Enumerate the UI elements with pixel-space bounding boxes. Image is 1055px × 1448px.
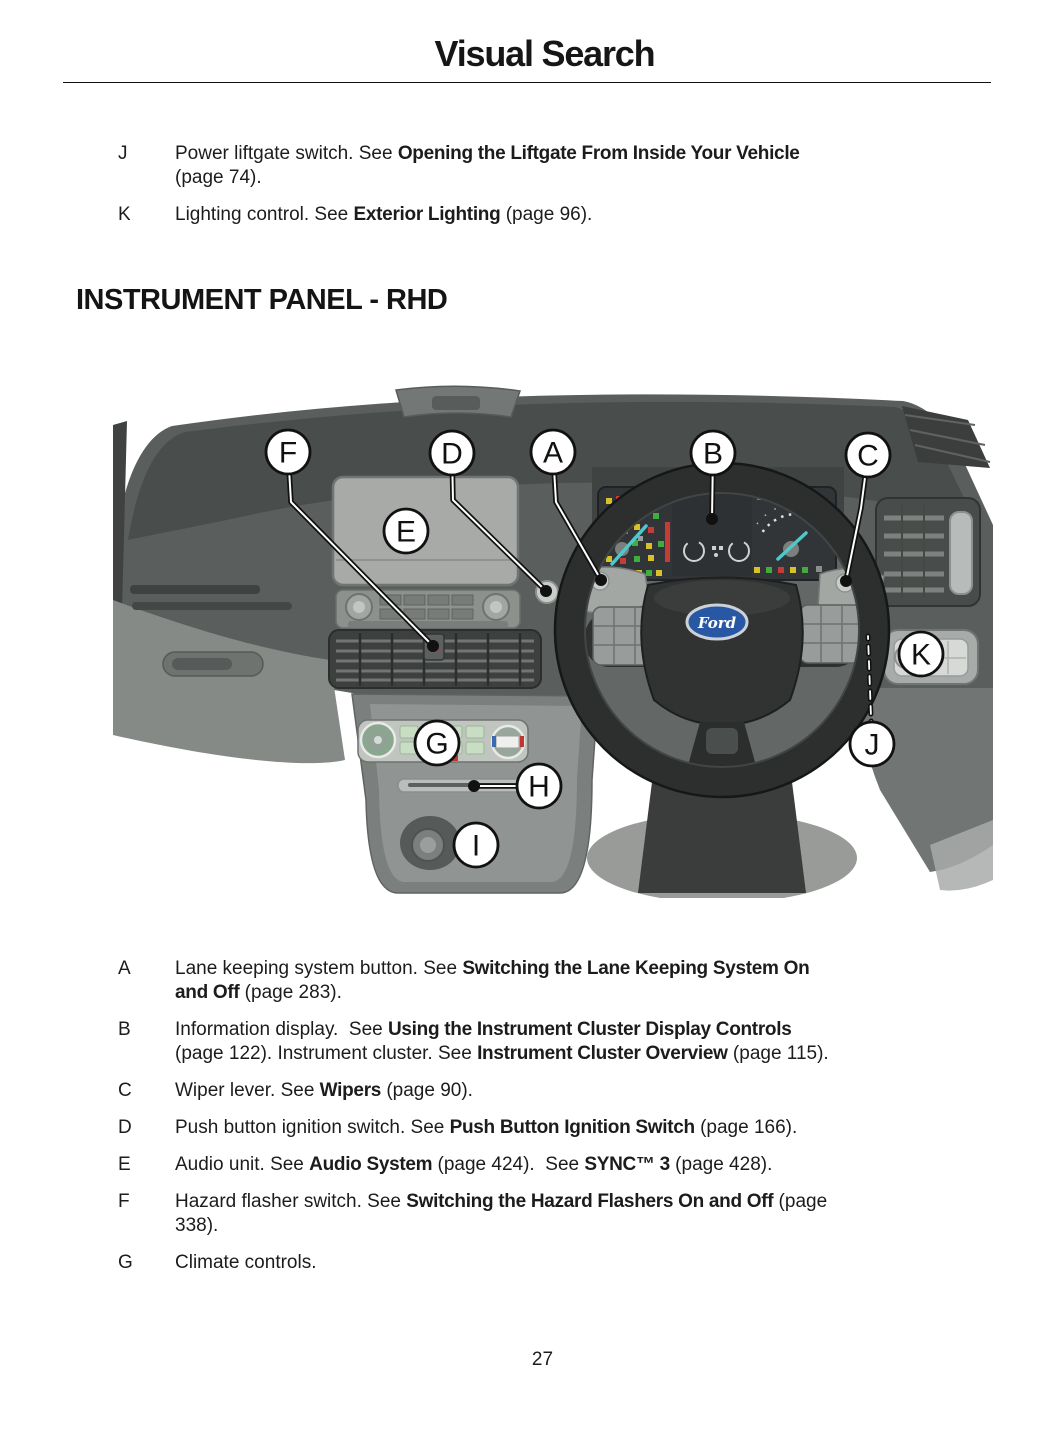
legend-text: Push button ignition switch. See Push Button Ignition Switch (page 166). [175,1117,798,1138]
legend-letter: G [118,1252,133,1273]
audio-unit [336,590,520,628]
callout-letter: J [864,728,880,762]
callout-letter: C [857,439,879,473]
legend-letter: A [118,958,131,979]
top-legend-list [0,142,1055,240]
svg-text:Ford: Ford [697,614,737,632]
callout-target-dot [840,575,852,587]
section-heading: INSTRUMENT PANEL - RHD [76,284,448,316]
legend-item-D [0,1116,1055,1140]
callout-letter: H [528,770,550,804]
callout-K [899,632,943,676]
callout-letter: K [910,638,932,672]
callout-G [415,721,459,765]
legend-text: Information display. See Using the Instrument Cluster Display Controls (page 122). Instrument cluster. See Instrument Cluster Overview (page 115). [175,1019,829,1064]
title-divider [63,82,991,83]
lower-cubby-knob [400,816,460,870]
instrument-panel-diagram [100,383,1000,898]
legend-text: Power liftgate switch. See Opening the Liftgate From Inside Your Vehicle (page 74). [175,143,800,188]
legend-letter: F [118,1191,130,1212]
callout-letter: I [471,829,481,863]
legend-text: Climate controls. [175,1252,317,1273]
callout-E [384,509,428,553]
callout-target-dot [427,640,439,652]
ford-logo [687,605,747,639]
callout-letter: B [702,437,724,471]
legend-letter: B [118,1019,131,1040]
callout-letter: F [278,436,298,470]
callout-letter: D [441,437,463,471]
page-number: 27 [531,1349,554,1370]
legend-text: Audio unit. See Audio System (page 424). See SYNC™ 3 (page 428). [175,1154,773,1175]
callout-I [454,823,498,867]
legend-text: Hazard flasher switch. See Switching the Hazard Flashers On and Off (page 338). [175,1191,828,1236]
callout-target-dot [468,780,480,792]
legend-text: Lane keeping system button. See Switching the Lane Keeping System On and Off (page 283). [175,958,810,1003]
legend-item-G [0,1251,1055,1275]
callout-letter: A [542,436,564,470]
legend-item-F [0,1190,1055,1238]
legend-item-B [0,1018,1055,1066]
legend-item-C [0,1079,1055,1103]
callout-target-dot [706,513,718,525]
legend-text: Lighting control. See Exterior Lighting (page 96). [175,204,593,225]
legend-item-K [0,203,1055,227]
callout-letter: E [395,515,417,549]
legend-letter: D [118,1117,132,1138]
legend-text: Wiper lever. See Wipers (page 90). [175,1080,473,1101]
center-air-vents [329,630,541,688]
callout-target-dot [595,574,607,586]
callout-target-dot [540,585,552,597]
legend-letter: J [118,143,128,164]
legend-letter: C [118,1080,132,1101]
legend-letter: K [118,204,131,225]
page-title: Visual Search [434,33,655,74]
bottom-legend-list [0,957,1055,1288]
callout-letter: G [425,727,449,761]
legend-item-E [0,1153,1055,1177]
legend-item-A [0,957,1055,1005]
legend-letter: E [118,1154,131,1175]
legend-item-J [0,142,1055,190]
